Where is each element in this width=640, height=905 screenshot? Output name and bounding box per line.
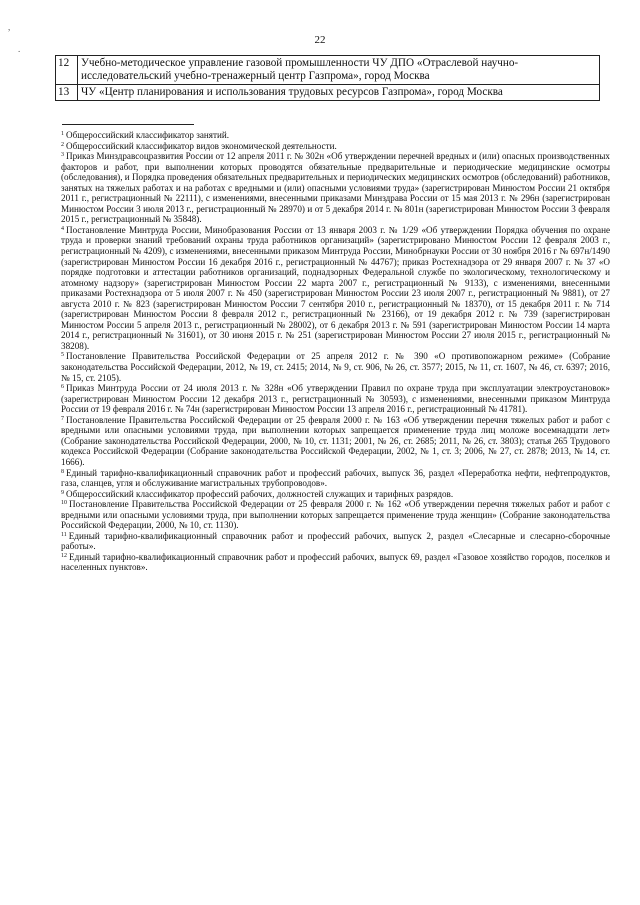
footnote-text: Постановление Правительства Российской Федерации от 25 февраля 2000 г. № 163 «Об утверждении перечня тяжелых работ и работ с вредными или опасными условиями труда, при выполнении которых запрещается применение труда лиц моложе восемнадцати лет» (Собрание законодательства Российской Федерации, 2000, № 10, ст. 1131; 2001, № 26, ст. 2685; 2011, № 26, ст. 3803); статья 265 Трудового кодекса Российской Федерации (Собрание законодательства Российской Федерации, 2002, № 1, ст. 3; 2006, № 27, ст. 2878; 2013, № 14, ст. 1666). bbox=[61, 414, 610, 467]
footnote bbox=[61, 499, 610, 531]
footnote-number: 4 bbox=[61, 225, 64, 232]
footnote-text: Общероссийский классификатор видов экономической деятельности. bbox=[66, 140, 337, 151]
footnote-number: 1 bbox=[61, 131, 64, 137]
table-row bbox=[56, 85, 600, 101]
footnote bbox=[61, 489, 610, 500]
row-number: 12 bbox=[56, 56, 78, 85]
footnote-number: 10 bbox=[61, 500, 67, 507]
footnote-text: Общероссийский классификатор профессий рабочих, должностей служащих и тарифных разрядов. bbox=[66, 488, 454, 499]
footnote bbox=[61, 351, 610, 383]
row-number: 13 bbox=[56, 85, 78, 101]
footnote-text: Единый тарифно-квалификационный справочник работ и профессий рабочих, выпуск 69, раздел «Газовое хозяйство городов, поселков и населенных пунктов». bbox=[61, 551, 610, 573]
organization-name: Учебно-методическое управление газовой промышленности ЧУ ДПО «Отраслевой научно-исследовательский учебно-тренажерный центр Газпрома», город Москва bbox=[78, 56, 600, 85]
organization-name: ЧУ «Центр планирования и использования трудовых ресурсов Газпрома», город Москва bbox=[78, 85, 600, 101]
footnote-divider bbox=[62, 124, 194, 125]
footnote-number: 12 bbox=[61, 552, 67, 559]
footnote bbox=[61, 225, 610, 352]
footnote-text: Постановление Минтруда России, Минобразования России от 13 января 2003 г. № 1/29 «Об утверждении Порядка обучения по охране труда и проверки знаний требований охраны труда работников организаций» (зарегистрировано Минюстом России 12 февраля 2003 г., регистрационный № 4209), с изменениями, внесенными приказом Минтруда России, Минобрнауки России от 30 ноября 2016 г № 697н/1490 (зарегистрирован Минюстом России 16 декабря 2016 г., регистрационный № 44767); приказ Ростехнадзора от 29 января 2007 г. № 37 «О порядке подготовки и аттестации работников организаций, поднадзорных Федеральной службе по экологическому, технологическому и атомному надзору» (зарегистрирован Минюстом России 22 марта 2007 г., регистрационный № 9133), с изменениями, внесенными приказами Ростехнадзора от 5 июля 2007 г. № 450 (зарегистрирован Минюстом России 23 июля 2007 г., регистрационный № 9881), от 27 августа 2010 г. № 823 (зарегистрирован Минюстом России 7 сентября 2010 г., регистрационный № 18370), от 15 декабря 2011 г. № 714 (зарегистрирован Минюстом России 8 февраля 2012 г., регистрационный № 23166), от 19 декабря 2012 г. № 739 (зарегистрирован Минюстом России 5 апреля 2013 г., регистрационный № 28002), от 6 декабря 2013 г. № 591 (зарегистрирован Минюстом России 14 марта 2014 г., регистрационный № 31601), от 30 июня 2015 г. № 251 (зарегистрирован Минюстом России 27 июля 2015 г., регистрационный № 38208). bbox=[61, 224, 610, 351]
footnote bbox=[61, 151, 610, 225]
footnote bbox=[61, 383, 610, 415]
footnote bbox=[61, 415, 610, 468]
footnote-number: 2 bbox=[61, 141, 64, 148]
margin-mark: . bbox=[18, 44, 21, 54]
footnote-text: Постановление Правительства Российской Федерации от 25 февраля 2000 г. № 162 «Об утверждении перечня тяжелых работ и работ с вредными или опасными условиями труда, при выполнении которых запрещается применение труда женщин» (Собрание законодательства Российской Федерации, 2000, № 10, ст. 1130). bbox=[61, 499, 610, 531]
table-row bbox=[56, 56, 600, 85]
organizations-table bbox=[55, 55, 600, 101]
footnotes bbox=[61, 130, 610, 573]
footnote-text: Постановление Правительства Российской Федерации от 25 апреля 2012 г. № 390 «О противопожарном режиме» (Собрание законодательства Российской Федерации, 2012, № 19, ст. 2415; 2014, № 9, ст. 906, № 26, ст. 3577; 2015, № 11, ст. 1607, № 46, ст. 6397; 2016, № 15, ст. 2105). bbox=[61, 351, 610, 383]
page-number: 22 bbox=[314, 34, 326, 46]
footnote bbox=[61, 130, 610, 141]
footnote bbox=[61, 552, 610, 573]
footnote-text: Приказ Минтруда России от 24 июля 2013 г. № 328н «Об утверждении Правил по охране труда при эксплуатации электроустановок» (зарегистрирован Минюстом России 12 декабря 2013 г., регистрационный № 30593), с изменениями, внесенными приказом Минтруда России от 19 февраля 2016 г. № 74н (зарегистрирован Минюстом России 13 апреля 2016 г., регистрационный № 41781). bbox=[61, 383, 610, 415]
footnote bbox=[61, 141, 610, 152]
footnote-number: 3 bbox=[61, 152, 64, 159]
footnote-text: Приказ Минздравсоцразвития России от 12 апреля 2011 г. № 302н «Об утверждении перечней вредных и (или) опасных производственных факторов и работ, при выполнении которых проводятся обязательные предварительные и периодические медицинские осмотры (обследования), и Порядка проведения обязательных предварительных и периодических медицинских осмотров (обследований) работников, занятых на тяжелых работах и на работах с вредными и (или) опасными условиями труда» (зарегистрирован Минюстом России 21 октября 2011 г., регистрационный № 22111), с изменениями, внесенными приказами Минздрава России от 15 мая 2013 г. № 296н (зарегистрирован Минюстом России 3 июля 2013 г., регистрационный № 28970) и от 5 декабря 2014 г. № 801н (зарегистрирован Минюстом России 3 февраля 2015 г., регистрационный № 35848). bbox=[61, 151, 610, 225]
footnote-number: 9 bbox=[61, 489, 64, 496]
footnote-text: Единый тарифно-квалификационный справочник работ и профессий рабочих, выпуск 36, раздел «Переработка нефти, нефтепродуктов, газа, сланцев, угля и обслуживание магистральных трубопроводов». bbox=[61, 467, 610, 489]
footnote-number: 5 bbox=[61, 352, 64, 359]
footnote-number: 6 bbox=[61, 384, 64, 391]
footnote bbox=[61, 468, 610, 489]
footnote-number: 7 bbox=[61, 415, 64, 422]
footnote bbox=[61, 531, 610, 552]
footnote-text: Единый тарифно-квалификационный справочник работ и профессий рабочих, выпуск 2, раздел «Слесарные и слесарно-сборочные работы». bbox=[61, 530, 610, 552]
footnote-text: Общероссийский классификатор занятий. bbox=[66, 130, 230, 140]
footnote-number: 11 bbox=[61, 531, 67, 538]
footnote-number: 8 bbox=[61, 468, 64, 475]
margin-mark: , bbox=[8, 22, 11, 32]
